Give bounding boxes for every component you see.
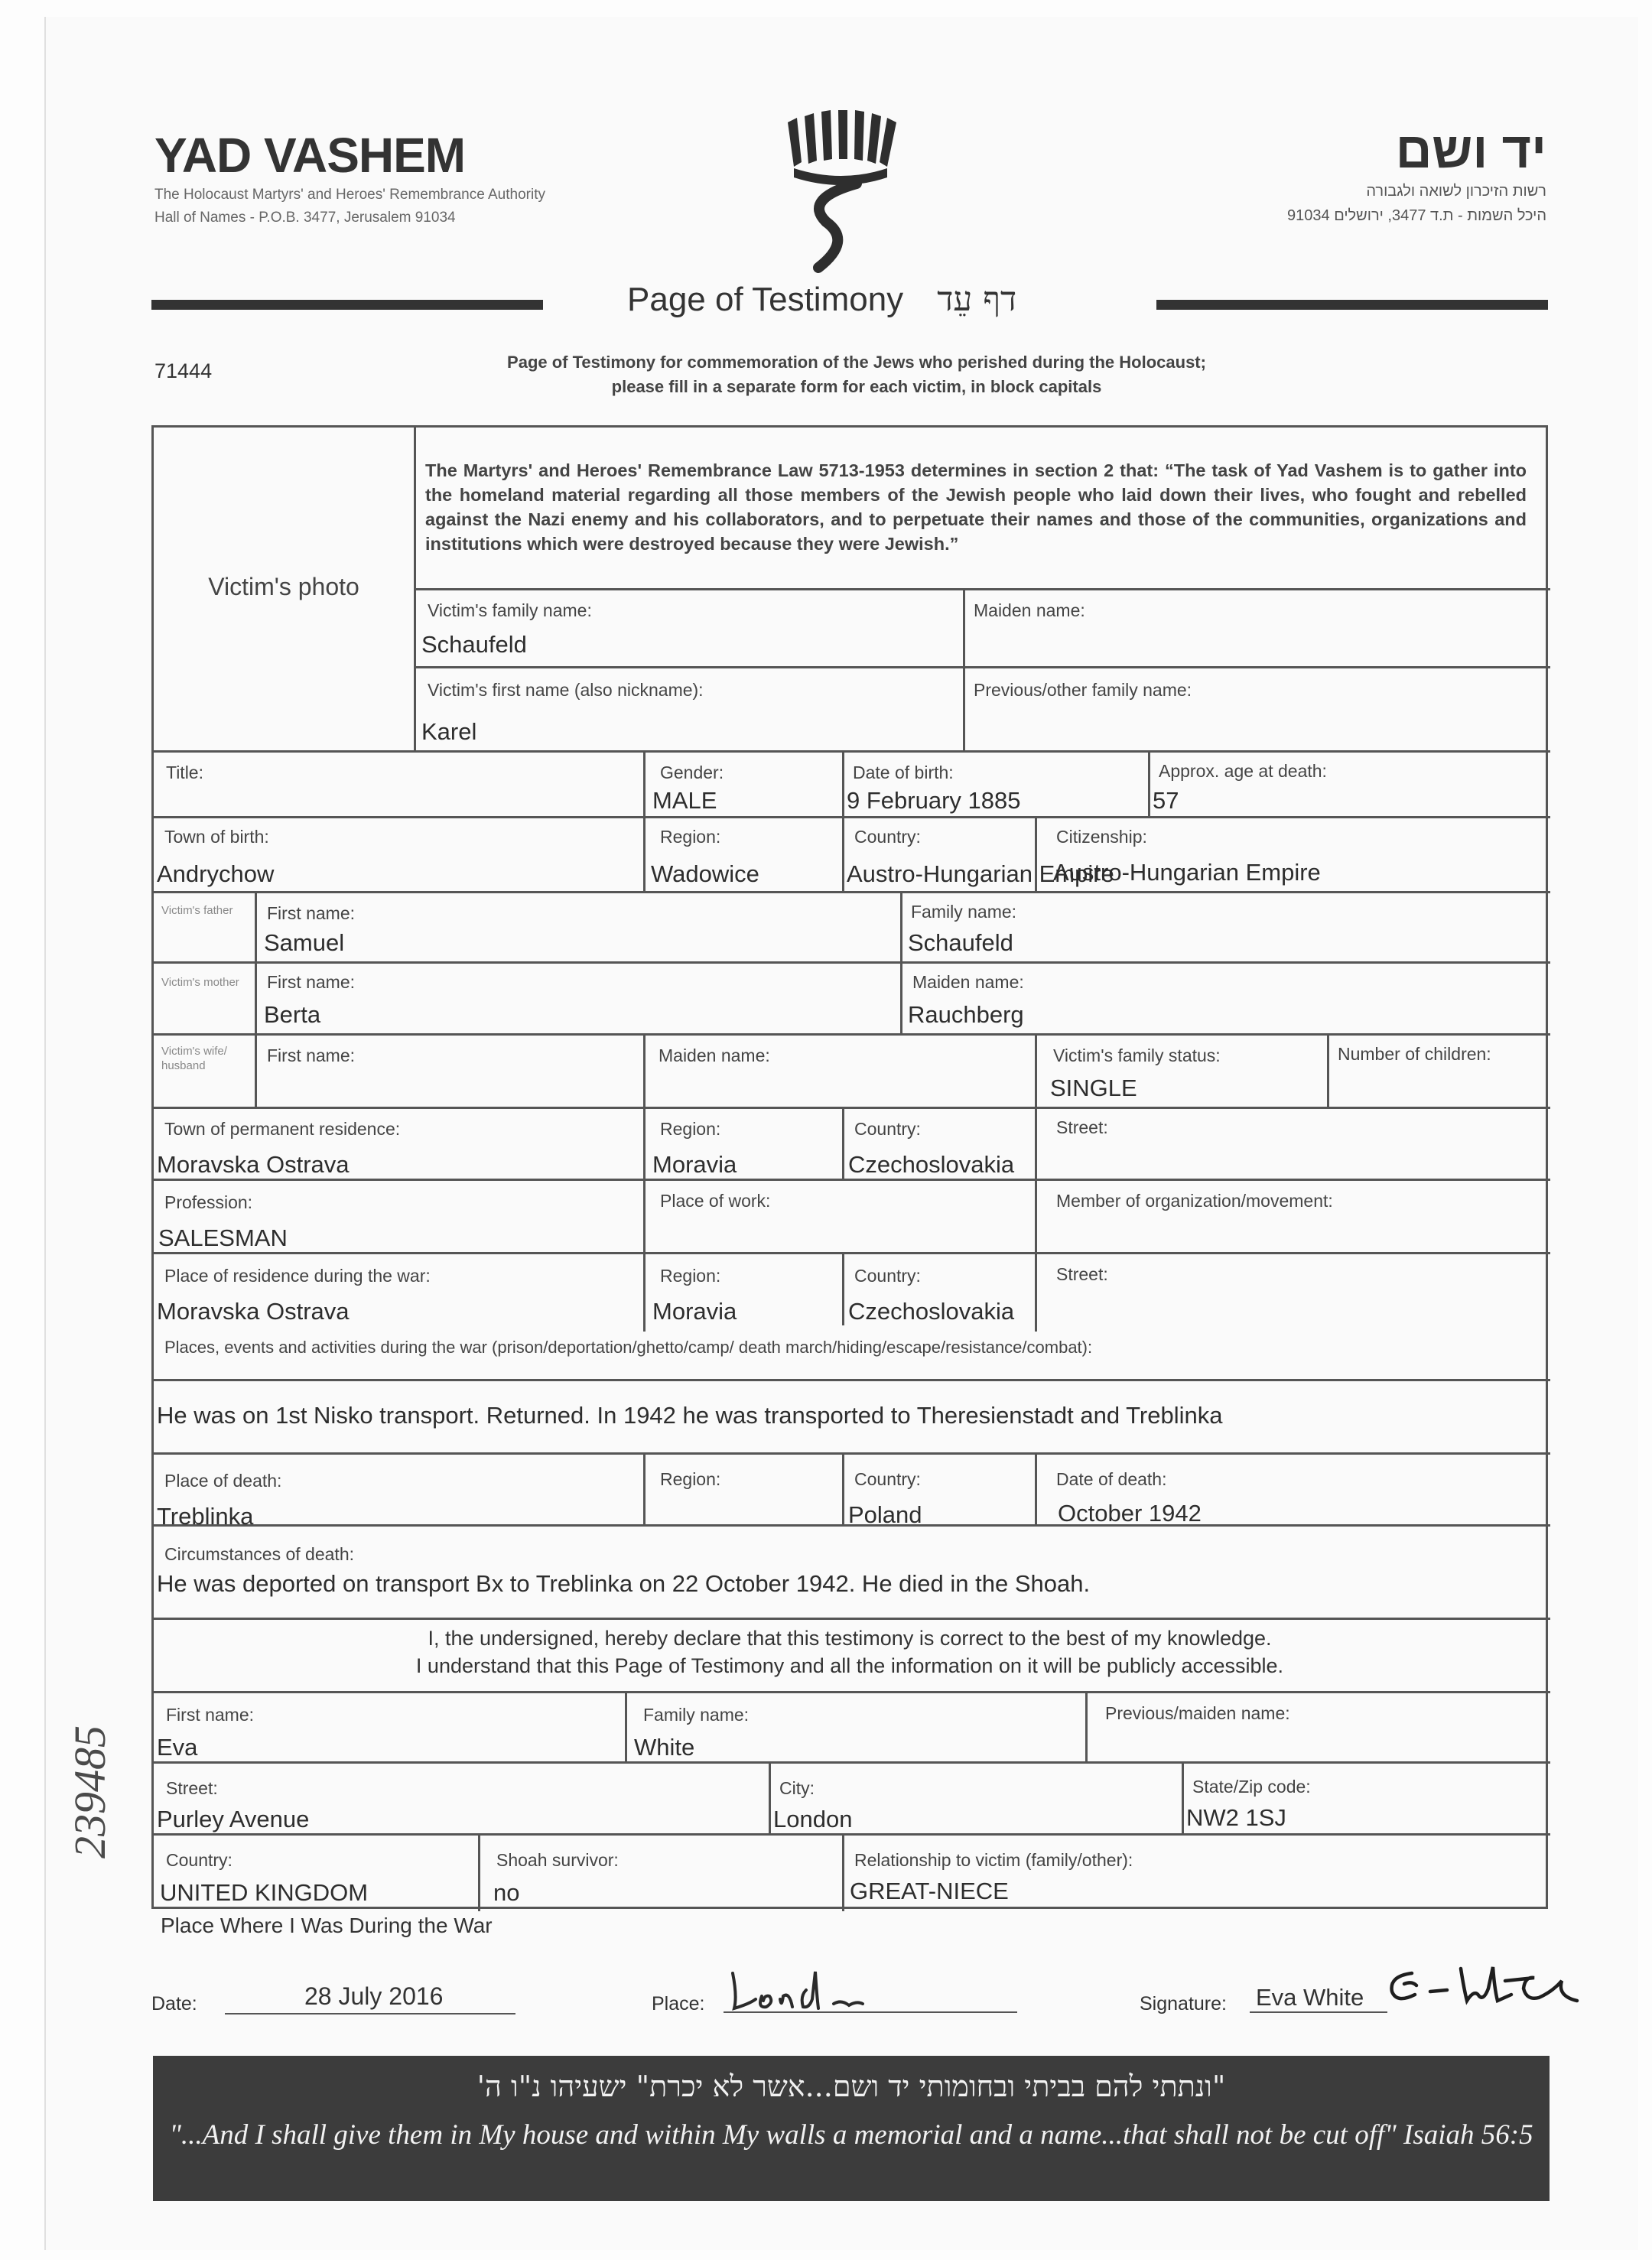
circumstances-label: Circumstances of death: xyxy=(164,1544,355,1564)
country-of-birth-label: Country: xyxy=(854,827,921,847)
dob-label: Date of birth: xyxy=(853,763,954,782)
org-name: YAD VASHEM xyxy=(154,128,466,183)
war-residence-label: Place of residence during the war: xyxy=(164,1266,431,1286)
death-region-label: Region: xyxy=(660,1469,721,1489)
maiden-name-label: Maiden name: xyxy=(974,600,1085,620)
victim-photo-placeholder[interactable]: Victim's photo xyxy=(208,573,359,600)
spouse-first-name-label: First name: xyxy=(267,1045,356,1065)
date-label: Date: xyxy=(151,1993,197,2014)
org-line-1-hebrew: רשות הזיכרון לשואה ולגבורה xyxy=(1366,183,1546,200)
signature-name-field[interactable]: Eva White xyxy=(1256,1984,1364,2011)
father-family-name-field[interactable]: Schaufeld xyxy=(908,929,1013,956)
age-at-death-label: Approx. age at death: xyxy=(1159,761,1327,781)
side-handwritten-number xyxy=(65,1637,119,1866)
org-header-hebrew xyxy=(1287,121,1546,228)
family-name-label: Victim's family name: xyxy=(428,600,592,620)
mother-maiden-name-label: Maiden name: xyxy=(912,972,1024,992)
permanent-country-label: Country: xyxy=(854,1119,921,1139)
family-name-field[interactable]: Schaufeld xyxy=(421,631,527,658)
father-family-name-label: Family name: xyxy=(911,902,1017,922)
date-of-death-field[interactable]: October 1942 xyxy=(1058,1500,1202,1527)
declaration-line-1: I, the undersigned, hereby declare that this testimony is correct to the best of my knowledge. xyxy=(428,1627,1272,1650)
banner-english-quote: "...And I shall give them in My house and within My walls a memorial and a name...that shall not be cut off" Isaiah 56:5 xyxy=(169,2119,1533,2151)
number-of-children-label: Number of children: xyxy=(1338,1044,1491,1064)
mother-first-name-field[interactable]: Berta xyxy=(264,1001,321,1028)
testimony-form-grid xyxy=(151,425,1548,1909)
org-header-english xyxy=(154,127,545,229)
father-side-label: Victim's father xyxy=(161,904,233,917)
org-line-1: The Holocaust Martyrs' and Heroes' Remembrance Authority xyxy=(154,187,545,203)
submitter-country-field[interactable]: UNITED KINGDOM xyxy=(160,1879,369,1906)
submitter-city-label: City: xyxy=(779,1778,815,1798)
isaiah-quote-banner xyxy=(153,2056,1550,2201)
submitter-first-name-field[interactable]: Eva xyxy=(157,1734,198,1761)
date-of-death-label: Date of death: xyxy=(1056,1469,1167,1489)
menorah-logo-icon xyxy=(780,107,902,275)
citizenship-field[interactable]: Austro-Hungarian Empire xyxy=(1053,859,1321,886)
intro-line-2: please fill in a separate form for each victim, in block capitals xyxy=(611,377,1102,396)
submitter-zip-label: State/Zip code: xyxy=(1192,1777,1311,1797)
side-number-text: 239485 xyxy=(65,1725,115,1858)
spouse-side-label: Victim's wife/ husband xyxy=(161,1045,227,1072)
title-rule-right xyxy=(1156,300,1548,310)
title-rule-left xyxy=(151,300,543,310)
father-first-name-label: First name: xyxy=(267,903,356,923)
place-of-work-label: Place of work: xyxy=(660,1191,771,1211)
gender-label: Gender: xyxy=(660,763,724,782)
page-title-hebrew: דף עֵד xyxy=(937,280,1017,319)
page-title-english: Page of Testimony xyxy=(627,281,904,318)
family-status-field[interactable]: SINGLE xyxy=(1050,1075,1137,1101)
circumstances-field[interactable]: He was deported on transport Bx to Treblinka on 22 October 1942. He died in the Shoah. xyxy=(157,1570,1091,1597)
org-line-2: Hall of Names - P.O.B. 3477, Jerusalem 91034 xyxy=(154,210,456,226)
banner-hebrew-quote: "ונתתי להם בביתי ובחומותי יד ושם...אשר לא יכרת" ישעיהו נ"ו ה' xyxy=(476,2070,1226,2103)
submitter-first-name-label: First name: xyxy=(166,1705,255,1725)
mother-first-name-label: First name: xyxy=(267,972,356,992)
town-of-birth-label: Town of birth: xyxy=(164,827,269,847)
declaration-line-2: I understand that this Page of Testimony and all the information on it will be publicly accessible. xyxy=(415,1654,1284,1677)
submitter-previous-name-label: Previous/maiden name: xyxy=(1105,1703,1290,1723)
signature-label: Signature: xyxy=(1140,1993,1227,2014)
date-field[interactable]: 28 July 2016 xyxy=(304,1982,444,2010)
previous-name-label: Previous/other family name: xyxy=(974,680,1192,700)
permanent-town-label: Town of permanent residence: xyxy=(164,1119,401,1139)
submitter-family-name-field[interactable]: White xyxy=(634,1734,695,1761)
permanent-country-field[interactable]: Czechoslovakia xyxy=(848,1151,1015,1178)
shoah-survivor-label: Shoah survivor: xyxy=(496,1850,619,1870)
war-region-label: Region: xyxy=(660,1266,721,1286)
shoah-survivor-field[interactable]: no xyxy=(493,1879,520,1906)
first-name-label: Victim's first name (also nickname): xyxy=(428,680,704,700)
permanent-region-label: Region: xyxy=(660,1119,721,1139)
war-region-field[interactable]: Moravia xyxy=(652,1298,737,1325)
father-first-name-field[interactable]: Samuel xyxy=(264,929,345,956)
permanent-town-field[interactable]: Moravska Ostrava xyxy=(157,1151,350,1178)
profession-label: Profession: xyxy=(164,1192,253,1212)
place-label: Place: xyxy=(652,1993,705,2014)
mother-side-label: Victim's mother xyxy=(161,976,239,989)
war-residence-field[interactable]: Moravska Ostrava xyxy=(157,1298,350,1325)
profession-field[interactable]: SALESMAN xyxy=(158,1224,288,1251)
submitter-street-label: Street: xyxy=(166,1778,218,1798)
form-number: 71444 xyxy=(154,359,213,382)
first-name-field[interactable]: Karel xyxy=(421,718,477,745)
relationship-label: Relationship to victim (family/other): xyxy=(854,1850,1133,1870)
spouse-maiden-name-label: Maiden name: xyxy=(659,1045,770,1065)
war-country-field[interactable]: Czechoslovakia xyxy=(848,1298,1015,1325)
gender-field[interactable]: MALE xyxy=(652,787,717,814)
signature-icon xyxy=(1381,1958,1588,2019)
country-of-birth-field[interactable]: Austro-Hungarian Empire xyxy=(847,860,1114,887)
war-events-label: Places, events and activities during the war (prison/deportation/ghetto/camp/ death march/hiding/escape/resistance/combat): xyxy=(164,1338,1093,1357)
war-events-field[interactable]: He was on 1st Nisko transport. Returned. In 1942 he was transported to Theresienstadt and Treblinka xyxy=(157,1402,1223,1429)
permanent-region-field[interactable]: Moravia xyxy=(652,1151,737,1178)
town-of-birth-field[interactable]: Andrychow xyxy=(157,860,275,887)
organization-label: Member of organization/movement: xyxy=(1056,1191,1333,1211)
mother-maiden-name-field[interactable]: Rauchberg xyxy=(908,1001,1024,1028)
submitter-city-field[interactable]: London xyxy=(773,1806,853,1832)
region-of-birth-field[interactable]: Wadowice xyxy=(651,860,759,887)
permanent-street-label: Street: xyxy=(1056,1117,1108,1137)
place-of-death-field[interactable]: Treblinka xyxy=(157,1503,254,1530)
submitter-street-field[interactable]: Purley Avenue xyxy=(157,1806,310,1832)
org-name-hebrew: יד ושם xyxy=(1395,122,1546,178)
title-label: Title: xyxy=(166,763,203,782)
intro-line-1: Page of Testimony for commemoration of the Jews who perished during the Holocaust; xyxy=(507,353,1206,372)
war-street-label: Street: xyxy=(1056,1264,1108,1284)
submitter-country-label: Country: xyxy=(166,1850,233,1870)
death-country-label: Country: xyxy=(854,1469,921,1489)
submitter-zip-field[interactable]: NW2 1SJ xyxy=(1186,1804,1286,1831)
intro-text xyxy=(367,350,1346,399)
place-handwriting-icon xyxy=(727,1966,895,2019)
age-at-death-field[interactable]: 57 xyxy=(1153,787,1179,814)
death-country-field[interactable]: Poland xyxy=(848,1501,922,1528)
relationship-field[interactable]: GREAT-NIECE xyxy=(850,1878,1009,1904)
page-title xyxy=(627,280,1016,319)
citizenship-label: Citizenship: xyxy=(1056,827,1147,847)
org-line-2-hebrew: היכל השמות - ת.ד 3477, ירושלים 91034 xyxy=(1287,207,1546,224)
region-of-birth-label: Region: xyxy=(660,827,721,847)
place-during-war-label: Place Where I Was During the War xyxy=(161,1914,493,1937)
family-status-label: Victim's family status: xyxy=(1053,1045,1221,1065)
place-of-death-label: Place of death: xyxy=(164,1471,282,1491)
law-citation: The Martyrs' and Heroes' Remembrance Law 5713-1953 determines in section 2 that: “The task of Yad Vashem is to gather into the homeland material regarding all those members of the Jewish people who laid down their lives, who fought and rebelled against the Nazi enemy and his collaborators, and to perpetuate their names and those of the communities, organizations and institutions which were destroyed because they were Jewish.” xyxy=(425,460,1527,554)
dob-field[interactable]: 9 February 1885 xyxy=(847,787,1021,814)
submitter-family-name-label: Family name: xyxy=(643,1705,750,1725)
war-country-label: Country: xyxy=(854,1266,921,1286)
